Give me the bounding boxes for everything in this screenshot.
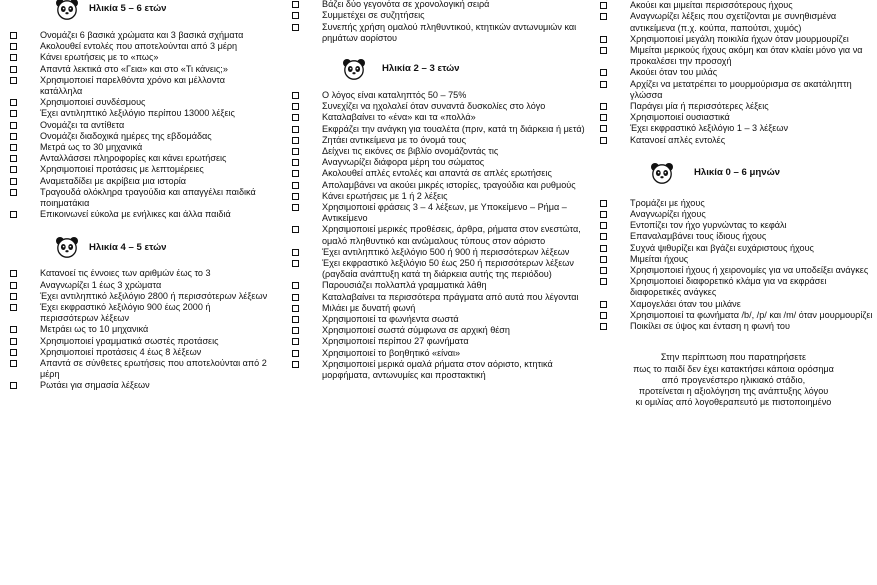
checkbox-icon [600, 137, 607, 144]
checkbox-icon [10, 211, 17, 218]
checkbox-icon [10, 133, 17, 140]
milestone-list [590, 198, 877, 332]
list-item: Ο λόγος είναι καταληπτός 50 – 75% [282, 90, 590, 101]
list-item: Χρησιμοποιεί προτάσεις με λεπτομέρειες [0, 164, 268, 175]
checkbox-icon [600, 103, 607, 110]
list-item: Αναγνωρίζει ήχους [590, 209, 877, 220]
checkbox-icon [292, 327, 299, 334]
list-item: Παράγει μία ή περισσότερες λέξεις [590, 101, 877, 112]
checkbox-icon [292, 361, 299, 368]
list-item: Αναγνωρίζει 1 έως 3 χρώματα [0, 280, 268, 291]
list-item: Τραγουδά ολόκληρα τραγούδια και απαγγέλει παιδικά ποιηματάκια [0, 187, 268, 209]
list-item: Κάνει ερωτήσεις με 1 ή 2 λέξεις [282, 191, 590, 202]
list-item: Βάζει δύο γεγονότα σε χρονολογική σειρά [282, 0, 590, 10]
checkbox-icon [10, 166, 17, 173]
list-item: Έχει αντιληπτικό λεξιλόγιο 500 ή 900 ή περισσότερων λέξεων [282, 247, 590, 258]
checkbox-icon [600, 114, 607, 121]
list-item: Απαντά λεκτικά στο «Γεια» και στο «Τι κάνεις;» [0, 64, 268, 75]
list-item: Αρχίζει να μετατρέπει το μουρμούρισμα σε ακατάληπτη γλώσσα [590, 79, 877, 101]
list-item: Ζητάει αντικείμενα με το όνομά τους [282, 135, 590, 146]
checkbox-icon [292, 338, 299, 345]
milestone-list [282, 0, 590, 44]
checkbox-icon [292, 249, 299, 256]
list-item: Χρησιμοποιεί ουσιαστικά [590, 112, 877, 123]
list-item: Χρησιμοποιεί διαφορετικό κλάμα για να εκφράσει διαφορετικές ανάγκες [590, 276, 877, 298]
checkbox-icon [292, 294, 299, 301]
checkbox-icon [600, 245, 607, 252]
list-item: Συνεπής χρήση ομαλού πληθυντικού, κτητικών αντωνυμιών και ρημάτων αορίστου [282, 22, 590, 44]
checkbox-icon [10, 32, 17, 39]
list-item: Μετράει ως το 10 μηχανικά [0, 324, 268, 335]
list-item: Επαναλαμβάνει τους ίδιους ήχους [590, 231, 877, 242]
checkbox-icon [10, 382, 17, 389]
list-item: Χρησιμοποιεί μερικά ομαλά ρήματα στον αόριστο, κτητικά μορφήματα, αντωνυμίες και προστακτική [282, 359, 590, 381]
list-item: Χαμογελάει όταν του μιλάνε [590, 299, 877, 310]
checkbox-icon [292, 350, 299, 357]
list-item: Χρησιμοποιεί ήχους ή χειρονομίες για να υποδείξει ανάγκες [590, 265, 877, 276]
list-item: Μιμείται ήχους [590, 254, 877, 265]
advisory-note [590, 352, 877, 408]
list-item: Ρωτάει για σημασία λέξεων [0, 380, 268, 391]
list-item: Απολαμβάνει να ακούει μικρές ιστορίες, τραγούδια και ρυθμούς [282, 180, 590, 191]
panda-icon [55, 0, 79, 20]
checkbox-icon [292, 24, 299, 31]
checkbox-icon [10, 282, 17, 289]
section-title: Ηλικία 4 – 5 ετών [89, 241, 167, 253]
checkbox-icon [600, 267, 607, 274]
section-header [282, 56, 590, 82]
checkbox-icon [292, 170, 299, 177]
list-item: Αναγνωρίζει λέξεις που σχετίζονται με συνηθισμένα αντικείμενα (π.χ. κούπα, παπούτσι, χυμός) [590, 11, 877, 33]
checkbox-icon [10, 360, 17, 367]
list-item: Ακούει όταν του μιλάς [590, 67, 877, 78]
column-middle [282, 0, 590, 381]
list-item: Χρησιμοποιεί φράσεις 3 – 4 λέξεων, με Υποκείμενο – Ρήμα – Αντικείμενο [282, 202, 590, 224]
list-item: Ονομάζει τα αντίθετα [0, 120, 268, 131]
panda-icon [342, 58, 366, 80]
list-item: Ακολουθεί εντολές που αποτελούνται από 3 μέρη [0, 41, 268, 52]
checkbox-icon [10, 338, 17, 345]
checkbox-icon [292, 193, 299, 200]
checkbox-icon [600, 47, 607, 54]
checkbox-icon [600, 301, 607, 308]
checkbox-icon [292, 305, 299, 312]
checkbox-icon [600, 233, 607, 240]
section-title: Ηλικία 5 – 6 ετών [89, 3, 167, 15]
checkbox-icon [10, 270, 17, 277]
list-item: Έχει εκφραστικό λεξιλόγιο 1 – 3 λέξεων [590, 123, 877, 134]
column-right [590, 0, 877, 409]
list-item: Δείχνει τις εικόνες σε βιβλίο ονομάζοντάς τις [282, 146, 590, 157]
column-left [0, 0, 268, 392]
list-item: Κάνει ερωτήσεις με το «πως» [0, 52, 268, 63]
list-item: Παρουσιάζει πολλαπλά γραμματικά λάθη [282, 280, 590, 291]
list-item: Χρησιμοποιεί συνδέσμους [0, 97, 268, 108]
section-title: Ηλικία 2 – 3 ετών [382, 63, 460, 75]
checkbox-icon [10, 110, 17, 117]
list-item: Έχει αντιληπτικό λεξιλόγιο περίπου 13000 λέξεις [0, 108, 268, 119]
checkbox-icon [600, 278, 607, 285]
note-line: Στην περίπτωση που παρατηρήσετε [660, 352, 807, 363]
checkbox-icon [292, 1, 299, 8]
checkbox-icon [10, 349, 17, 356]
checkbox-icon [10, 66, 17, 73]
list-item: Χρησιμοποιεί σωστά σύμφωνα σε αρχική θέση [282, 325, 590, 336]
list-item: Χρησιμοποιεί τα φωνήματα /b/, /p/ και /m/ όταν μουρμουρίζει [590, 310, 877, 321]
checkbox-icon [600, 200, 607, 207]
list-item: Επικοινωνεί εύκολα με ενήλικες και άλλα παιδιά [0, 209, 268, 220]
list-item: Αναμεταδίδει με ακρίβεια μια ιστορία [0, 176, 268, 187]
checkbox-icon [600, 323, 607, 330]
list-item: Κατανοεί τις έννοιες των αριθμών έως το 3 [0, 268, 268, 279]
checkbox-icon [292, 114, 299, 121]
panda-icon [55, 236, 79, 258]
checkbox-icon [10, 144, 17, 151]
list-item: Αναγνωρίζει διάφορα μέρη του σώματος [282, 157, 590, 168]
list-item: Καταλαβαίνει τα περισσότερα πράγματα από αυτά που λέγονται [282, 292, 590, 303]
checkbox-icon [10, 54, 17, 61]
checkbox-icon [292, 137, 299, 144]
list-item: Μιλάει με δυνατή φωνή [282, 303, 590, 314]
checkbox-icon [292, 204, 299, 211]
section-header [0, 0, 268, 22]
checkbox-icon [10, 189, 17, 196]
section-header [590, 160, 877, 186]
checkbox-icon [10, 155, 17, 162]
list-item: Μιμείται μερικούς ήχους ακόμη και όταν κλαίει μόνο για να προκαλέσει την προσοχή [590, 45, 877, 67]
note-line: προτείνεται η αξιολόγηση της ανάπτυξης λόγου [638, 386, 829, 397]
note-line: πως το παιδί δεν έχει κατακτήσει κάποια ορόσημα [633, 363, 834, 374]
list-item: Ακούει και μιμείται περισσότερους ήχους [590, 0, 877, 11]
list-item: Χρησιμοποιεί παρελθόντα χρόνο και μέλλοντα κατάλληλα [0, 75, 268, 97]
list-item: Έχει εκφραστικό λεξιλόγιο 900 έως 2000 ή περισσότερων λέξεων [0, 302, 268, 324]
list-item: Χρησιμοποιεί μερικές προθέσεις, άρθρα, ρήματα στον ενεστώτα, ομαλό πληθυντικό και ανώμαλους τύπους στον αόριστο [282, 224, 590, 246]
list-item: Εντοπίζει τον ήχο γυρνώντας το κεφάλι [590, 220, 877, 231]
milestone-list [0, 30, 268, 220]
note-line: από προγενέστερο ηλικιακό στάδιο, [661, 374, 806, 385]
checkbox-icon [600, 69, 607, 76]
list-item: Τρομάζει με ήχους [590, 198, 877, 209]
checkbox-icon [292, 182, 299, 189]
list-item: Κατανοεί απλές εντολές [590, 135, 877, 146]
checkbox-icon [600, 256, 607, 263]
checkbox-icon [292, 103, 299, 110]
checkbox-icon [292, 316, 299, 323]
list-item: Χρησιμοποιεί μεγάλη ποικιλία ήχων όταν μουρμουρίζει [590, 34, 877, 45]
panda-icon [650, 162, 674, 184]
checkbox-icon [292, 92, 299, 99]
checkbox-icon [292, 126, 299, 133]
checkbox-icon [10, 122, 17, 129]
list-item: Ονομάζει 6 βασικά χρώματα και 3 βασικά σχήματα [0, 30, 268, 41]
checkbox-icon [600, 211, 607, 218]
list-item: Συμμετέχει σε συζητήσεις [282, 10, 590, 21]
list-item: Χρησιμοποιεί το βοηθητικό «είναι» [282, 348, 590, 359]
list-item: Καταλαβαίνει το «ένα» και τα «πολλά» [282, 112, 590, 123]
checkbox-icon [10, 43, 17, 50]
section-header [0, 234, 268, 260]
checkbox-icon [292, 226, 299, 233]
checkbox-icon [292, 148, 299, 155]
checkbox-icon [292, 260, 299, 267]
list-item: Χρησιμοποιεί γραμματικά σωστές προτάσεις [0, 336, 268, 347]
list-item: Ακολουθεί απλές εντολές και απαντά σε απλές ερωτήσεις [282, 168, 590, 179]
note-line: κι ομιλίας από λογοθεραπευτό με πιστοποιημένο [635, 397, 832, 408]
checkbox-icon [600, 13, 607, 20]
checkbox-icon [600, 81, 607, 88]
checkbox-icon [600, 2, 607, 9]
checkbox-icon [292, 282, 299, 289]
checkbox-icon [600, 222, 607, 229]
checkbox-icon [10, 293, 17, 300]
checkbox-icon [10, 326, 17, 333]
checkbox-icon [292, 159, 299, 166]
list-item: Απαντά σε σύνθετες ερωτήσεις που αποτελούνται από 2 μέρη [0, 358, 268, 380]
list-item: Χρησιμοποιεί περίπου 27 φωνήματα [282, 336, 590, 347]
list-item: Χρησιμοποιεί τα φωνήεντα σωστά [282, 314, 590, 325]
checkbox-icon [292, 12, 299, 19]
checkbox-icon [10, 99, 17, 106]
milestone-list [590, 0, 877, 146]
list-item: Χρησιμοποιεί προτάσεις 4 έως 8 λέξεων [0, 347, 268, 358]
milestone-list [282, 90, 590, 381]
checkbox-icon [10, 304, 17, 311]
section-title: Ηλικία 0 – 6 μηνών [694, 167, 781, 179]
list-item: Συνεχίζει να ηχολαλεί όταν συναντά δυσκολίες στο λόγο [282, 101, 590, 112]
list-item: Ποικίλει σε ύψος και ένταση η φωνή του [590, 321, 877, 332]
list-item: Εκφράζει την ανάγκη για τουαλέτα (πριν, κατά τη διάρκεια ή μετά) [282, 124, 590, 135]
milestone-list [0, 268, 268, 391]
list-item: Μετρά ως το 30 μηχανικά [0, 142, 268, 153]
checkbox-icon [600, 36, 607, 43]
checkbox-icon [600, 125, 607, 132]
list-item: Συχνά ψιθυρίζει και βγάζει ευχάριστους ήχους [590, 243, 877, 254]
list-item: Έχει αντιληπτικό λεξιλόγιο 2800 ή περισσότερων λέξεων [0, 291, 268, 302]
checkbox-icon [10, 178, 17, 185]
checkbox-icon [600, 312, 607, 319]
list-item: Ανταλλάσσει πληροφορίες και κάνει ερωτήσεις [0, 153, 268, 164]
list-item: Ονομάζει διαδοχικά ημέρες της εβδομάδας [0, 131, 268, 142]
list-item: Έχει εκφραστικό λεξιλόγιο 50 έως 250 ή περισσότερων λέξεων (ραγδαία ανάπτυξη κατά τη διάρκεια αυτής της περιόδου) [282, 258, 590, 280]
checkbox-icon [10, 77, 17, 84]
